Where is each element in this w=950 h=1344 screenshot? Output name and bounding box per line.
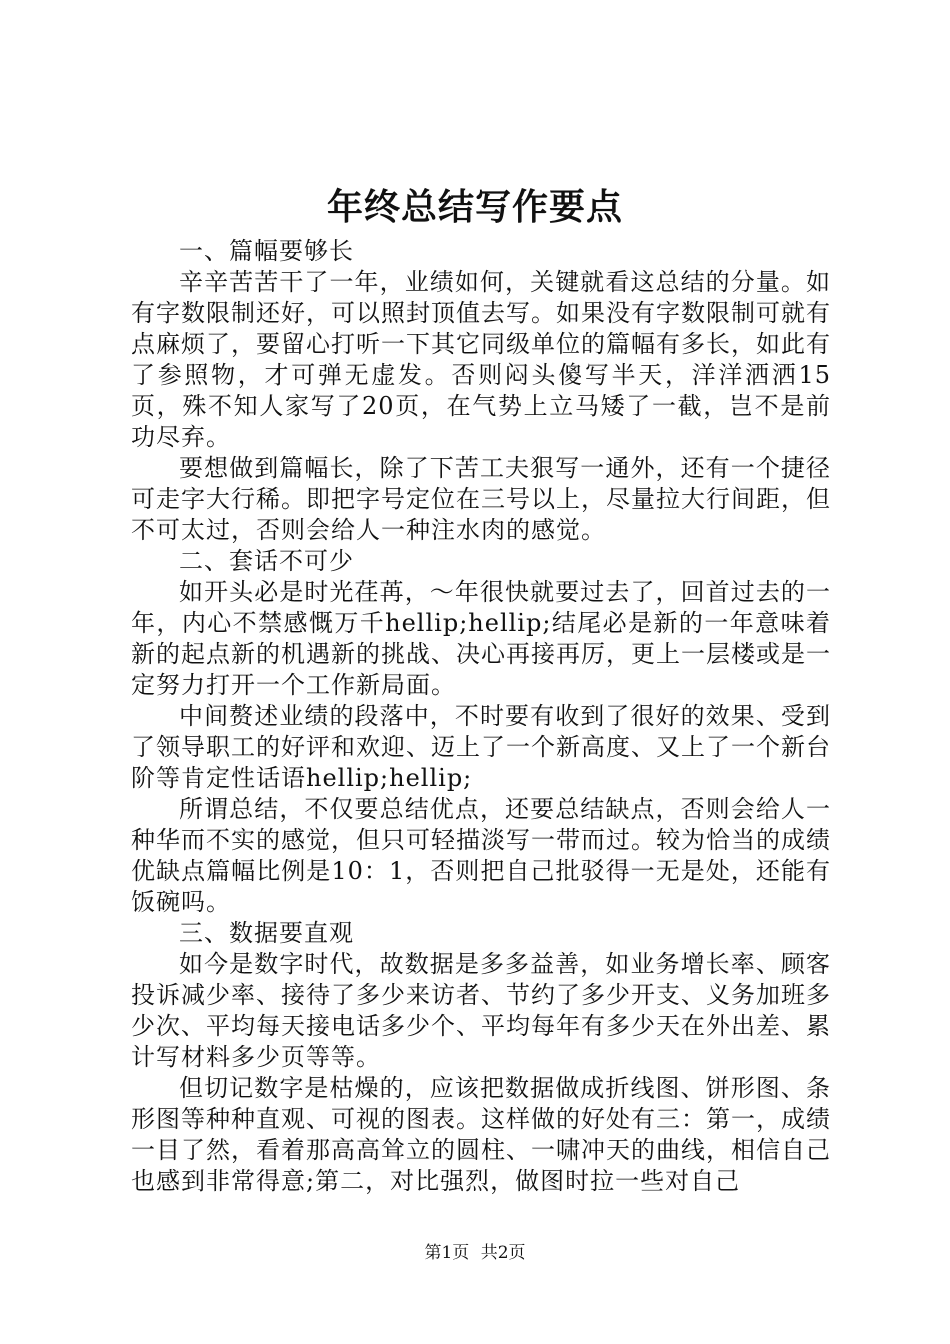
paragraph: 如今是数字时代，故数据是多多益善，如业务增长率、顾客投诉减少率、接待了多少来访者、节约了多少开支、义务加班多少次、平均每天接电话多少个、平均每年有多少天在外出差、累计写材料多少页等等。 [131, 950, 831, 1071]
document-title: 年终总结写作要点 [326, 186, 623, 228]
paragraph: 所谓总结，不仅要总结优点，还要总结缺点，否则会给人一种华而不实的感觉，但只可轻描淡写一带而过。较为恰当的成绩优缺点篇幅比例是10：1，否则把自己批驳得一无是处，还能有饭碗吗。 [131, 795, 831, 916]
page-count: 共2页 [480, 1243, 526, 1263]
paragraph: 辛辛苦苦干了一年，业绩如何，关键就看这总结的分量。如有字数限制还好，可以照封顶值去写。如果没有字数限制可就有点麻烦了，要留心打听一下其它同级单位的篇幅有多长，如此有了参照物，才可弹无虚发。否则闷头傻写半天，洋洋洒洒15页，殊不知人家写了20页，在气势上立马矮了一截，岂不是前功尽弃。 [131, 268, 831, 451]
paragraph: 但切记数字是枯燥的，应该把数据做成折线图、饼形图、条形图等种种直观、可视的图表。这样做的好处有三：第一，成绩一目了然，看着那高高耸立的圆柱、一啸冲天的曲线，相信自己也感到非常得意;第二，对比强烈，做图时拉一些对自己 [131, 1074, 831, 1195]
paragraph: 中间赘述业绩的段落中，不时要有收到了很好的效果、受到了领导职工的好评和欢迎、迈上了一个新高度、又上了一个新台阶等肯定性话语hellip;hellip; [131, 702, 831, 792]
page-number: 第1页 [424, 1243, 470, 1263]
document-body [131, 236, 831, 1197]
section-heading-1: 一、篇幅要够长 [179, 237, 354, 265]
section-heading-2: 二、套话不可少 [179, 547, 354, 575]
section-heading-3: 三、数据要直观 [179, 919, 354, 947]
page-footer [0, 1242, 950, 1264]
paragraph: 如开头必是时光荏苒，～年很快就要过去了，回首过去的一年，内心不禁感慨万千hellip;hellip;结尾必是新的一年意味着新的起点新的机遇新的挑战、决心再接再厉，更上一层楼或是一定努力打开一个工作新局面。 [131, 578, 831, 699]
paragraph: 要想做到篇幅长，除了下苦工夫狠写一通外，还有一个捷径可走字大行稀。即把字号定位在三号以上，尽量拉大行间距，但不可太过，否则会给人一种注水肉的感觉。 [131, 454, 831, 544]
